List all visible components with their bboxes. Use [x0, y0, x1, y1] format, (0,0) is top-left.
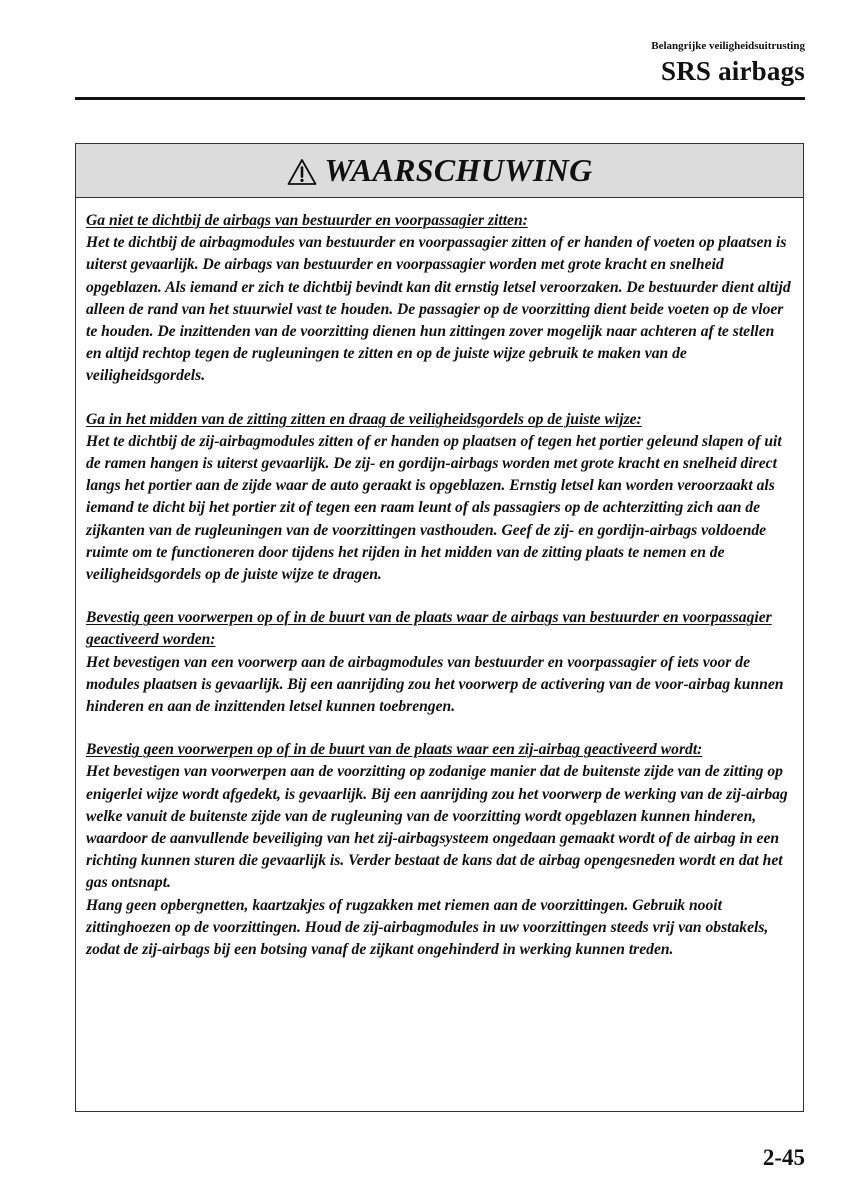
paragraph-text: Het bevestigen van een voorwerp aan de airbagmodules van bestuurder en voorpassagier of iets voor de modules plaatsen is gevaarlijk. Bij een aanrijding zou het voorwerp de activering van de voor-airbag kunnen hinderen en aan de inzittenden letsel kunnen toebrengen.	[86, 653, 784, 716]
warning-paragraph	[86, 210, 793, 388]
paragraph-text: Het bevestigen van voorwerpen aan de voorzitting op zodanige manier dat de buitenste zijde van de zitting op enigerlei wijze wordt afgedekt, is gevaarlijk. Bij een aanrijding zou het voorwerp de werking van de zij-airbag welke vanuit de buitenste zijde van de rugleuning van de voorzitting wordt opgeblazen kunnen hinderen, waardoor de aanvullende beveiliging van het zij-airbagsysteem ongedaan gemaakt wordt of de airbag in een richting kunnen sturen die gevaarlijk is. Verder bestaat de kans dat de airbag opengesneden wordt en dat het gas ontsnapt.	[86, 763, 788, 892]
paragraph-text: Het te dichtbij de zij-airbagmodules zitten of er handen op plaatsen of tegen het portier geleund slapen of uit de ramen hangen is uiterst gevaarlijk. De zij- en gordijn-airbags worden met grote kracht en snelheid direct langs het portier aan de zijde waar de auto geraakt is opgeblazen. Ernstig letsel kan worden veroorzaakt als iemand te dicht bij het portier zit of tegen een raam leunt of als passagiers op de achterzitting zich aan de zijkanten van de rugleuningen van de voorzittingen vasthouden. Geef de zij- en gordijn-airbags voldoende ruimte om te functioneren door tijdens het rijden in het midden van de zitting plaats te nemen en de veiligheidsgordels op de juiste wijze te dragen.	[86, 432, 782, 584]
page-number: 2-45	[762, 1145, 805, 1170]
header-divider	[75, 97, 805, 100]
paragraph-heading: Bevestig geen voorwerpen op of in de buurt van de plaats waar een zij-airbag geactiveerd wordt:	[86, 741, 703, 759]
paragraph-heading: Ga niet te dichtbij de airbags van bestuurder en voorpassagier zitten:	[86, 212, 528, 229]
page-title: SRS airbags	[661, 56, 805, 86]
warning-body	[76, 198, 803, 961]
warning-paragraph	[86, 607, 793, 718]
warning-box	[75, 143, 804, 1112]
warning-triangle-icon	[287, 158, 317, 186]
section-heading: Belangrijke veiligheidsuitrusting	[651, 40, 805, 52]
paragraph-heading: Bevestig geen voorwerpen op of in de buurt van de plaats waar de airbags van bestuurder en voorpassagier geactiveerd worden:	[86, 609, 772, 649]
warning-banner	[76, 144, 803, 198]
warning-title: WAARSCHUWING	[324, 152, 593, 188]
warning-paragraph	[86, 409, 793, 587]
warning-paragraph	[86, 739, 793, 961]
paragraph-text: Het te dichtbij de airbagmodules van bestuurder en voorpassagier zitten of er handen of voeten op plaatsen is uiterst gevaarlijk. De airbags van bestuurder en voorpassagier worden met grote kracht en snelheid opgeblazen. Als iemand er zich te dichtbij bevindt kan dit ernstig letsel veroorzaken. De bestuurder dient altijd alleen de rand van het stuurwiel vast te houden. De passagier op de voorzitting dient beide voeten op de vloer te houden. De inzittenden van de voorzitting dienen hun zittingen zover mogelijk naar achteren af te stellen en altijd rechtop tegen de rugleuningen te zitten en op de juiste wijze gebruik te maken van de veiligheidsgordels.	[86, 234, 791, 385]
paragraph-text: Hang geen opbergnetten, kaartzakjes of rugzakken met riemen aan de voorzittingen. Gebruik nooit zittinghoezen op de voorzittingen. Houd de zij-airbagmodules in uw voorzittingen steeds vrij van obstakels, zodat de zij-airbags bij een botsing vanaf de zijkant ongehinderd in werking kunnen treden.	[86, 896, 769, 959]
paragraph-heading: Ga in het midden van de zitting zitten en draag de veiligheidsgordels op de juiste wijze:	[86, 410, 642, 428]
